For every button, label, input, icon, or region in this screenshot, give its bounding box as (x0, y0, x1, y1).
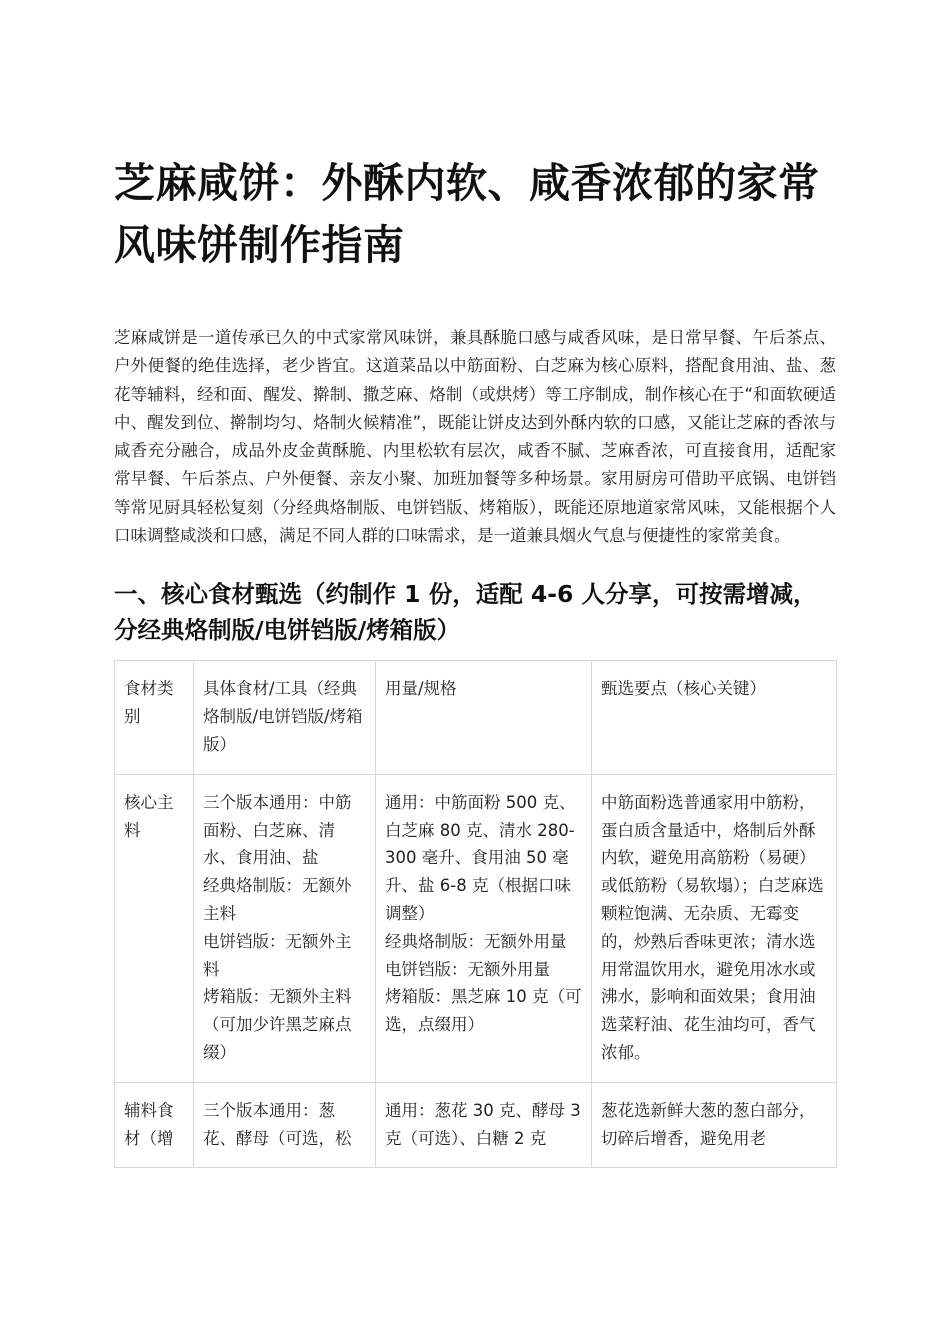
cell-tips: 葱花选新鲜大葱的葱白部分，切碎后增香，避免用老 (592, 1082, 837, 1168)
cell-tips: 中筋面粉选普通家用中筋粉，蛋白质含量适中，烙制后外酥内软，避免用高筋粉（易硬）或低筋粉（易软塌）；白芝麻选颗粒饱满、无杂质、无霉变的，炒熟后香味更浓；清水选用常温饮用水，避免用冰水或沸水，影响和面效果；食用油选菜籽油、花生油均可，香气浓郁。 (592, 774, 837, 1082)
ingredients-table (114, 660, 837, 1168)
header-tips: 甄选要点（核心关键） (592, 661, 837, 774)
header-amount: 用量/规格 (376, 661, 592, 774)
section-heading-ingredients: 一、核心食材甄选（约制作 1 份，适配 4-6 人分享，可按需增减，分经典烙制版/电饼铛版/烤箱版） (114, 580, 817, 645)
cell-category: 核心主料 (115, 774, 194, 1082)
cell-line: 烤箱版：无额外主料（可加少许黑芝麻点缀） (203, 987, 352, 1062)
cell-line: 通用：葱花 30 克、酵母 3 克（可选）、白糖 2 克 (385, 1100, 581, 1148)
table-row (115, 1082, 837, 1168)
cell-items (194, 774, 376, 1082)
cell-line: 电饼铛版：无额外主料 (203, 931, 352, 979)
page-title: 芝麻咸饼：外酥内软、咸香浓郁的家常风味饼制作指南 (114, 159, 820, 269)
cell-line: 电饼铛版：无额外用量 (385, 959, 550, 979)
intro-paragraph: 芝麻咸饼是一道传承已久的中式家常风味饼，兼具酥脆口感与咸香风味，是日常早餐、午后茶点、户外便餐的绝佳选择，老少皆宜。这道菜品以中筋面粉、白芝麻为核心原料，搭配食用油、盐、葱花等辅料，经和面、醒发、擀制、撒芝麻、烙制（或烘烤）等工序制成，制作核心在于“和面软硬适中、醒发到位、擀制均匀、烙制火候精准”，既能让饼皮达到外酥内软的口感，又能让芝麻的香浓与咸香充分融合，成品外皮金黄酥脆、内里松软有层次，咸香不腻、芝麻香浓，可直接食用，适配家常早餐、午后茶点、户外便餐、亲友小聚、加班加餐等多种场景。家用厨房可借助平底锅、电饼铛等常见厨具轻松复刻（分经典烙制版、电饼铛版、烤箱版），既能还原地道家常风味，又能根据个人口味调整咸淡和口感，满足不同人群的口味需求，是一道兼具烟火气息与便捷性的家常美食。 (114, 328, 836, 546)
table-header-row (115, 661, 837, 774)
cell-line: 三个版本通用：中筋面粉、白芝麻、清水、食用油、盐 (203, 792, 352, 868)
document-page (114, 0, 836, 1168)
table-row (115, 774, 837, 1082)
cell-items (194, 1082, 376, 1168)
header-items: 具体食材/工具（经典烙制版/电饼铛版/烤箱版） (194, 661, 376, 774)
cell-line: 三个版本通用：葱花、酵母（可选，松 (203, 1100, 352, 1148)
cell-category: 辅料食材（增 (115, 1082, 194, 1168)
header-category: 食材类别 (115, 661, 194, 774)
cell-line: 通用：中筋面粉 500 克、白芝麻 80 克、清水 280-300 毫升、食用油 50 毫升、盐 6-8 克（根据口味调整） (385, 792, 576, 923)
cell-amount (376, 1082, 592, 1168)
cell-line: 经典烙制版：无额外主料 (203, 876, 352, 923)
page-bottom-margin (0, 1201, 950, 1344)
cell-line: 烤箱版：黑芝麻 10 克（可选，点缀用） (385, 987, 582, 1035)
cell-amount (376, 774, 592, 1082)
cell-line: 经典烙制版：无额外用量 (385, 931, 567, 951)
